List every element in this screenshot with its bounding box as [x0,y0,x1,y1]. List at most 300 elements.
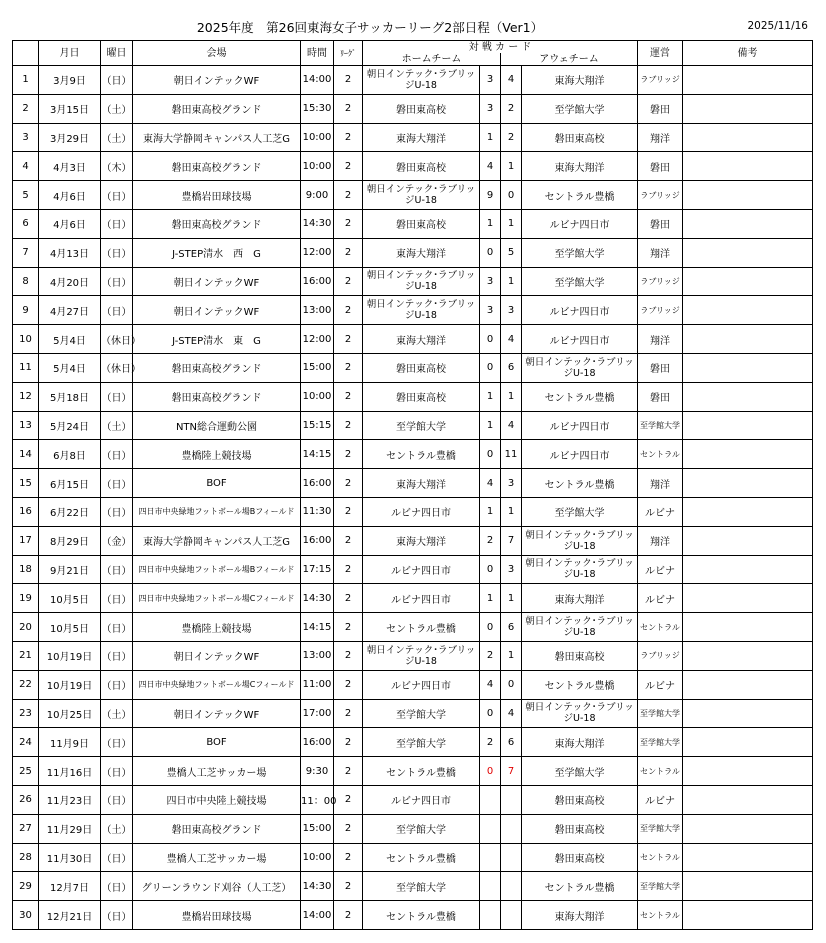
schedule-rows [13,66,813,930]
match-note [683,872,813,901]
match-organizer: ルビナ [638,584,683,613]
table-row [13,382,813,411]
match-league: 2 [334,66,363,95]
away-score: 3 [501,555,522,584]
table-row [13,843,813,872]
match-venue: BOF [133,469,301,498]
table-row [13,641,813,670]
home-score: 4 [480,469,501,498]
match-venue: J-STEP清水 西 G [133,238,301,267]
home-score: 1 [480,209,501,238]
match-league: 2 [334,613,363,642]
table-row [13,238,813,267]
match-number: 4 [13,152,39,181]
away-team: 磐田東高校 [522,814,638,843]
home-score: 4 [480,670,501,699]
home-team: ルビナ四日市 [363,497,480,526]
home-team: セントラル豊橋 [363,440,480,469]
match-dow: （日） [101,555,133,584]
home-score: 1 [480,382,501,411]
away-score: 1 [501,152,522,181]
match-note [683,497,813,526]
match-league: 2 [334,584,363,613]
col-card: 対 戦 カ ー ド [363,41,638,54]
match-dow: （土） [101,94,133,123]
match-dow: （土） [101,814,133,843]
match-organizer: 磐田 [638,94,683,123]
match-venue: 磐田東高校グランド [133,382,301,411]
away-team: ルビナ四日市 [522,296,638,325]
match-number: 7 [13,238,39,267]
match-number: 30 [13,901,39,930]
match-number: 2 [13,94,39,123]
match-venue: 四日市中央陸上競技場 [133,785,301,814]
away-team: 至学館大学 [522,267,638,296]
away-team: 至学館大学 [522,497,638,526]
match-time: 12:00 [301,325,334,354]
match-venue: 豊橋陸上競技場 [133,440,301,469]
home-team: 至学館大学 [363,814,480,843]
match-league: 2 [334,123,363,152]
match-note [683,123,813,152]
match-time: 12:00 [301,238,334,267]
match-venue: 磐田東高校グランド [133,94,301,123]
match-organizer: ルビナ [638,670,683,699]
match-venue: 朝日インテックWF [133,66,301,95]
match-league: 2 [334,238,363,267]
match-note [683,353,813,382]
away-team: セントラル豊橋 [522,872,638,901]
table-row [13,526,813,555]
away-score: 0 [501,670,522,699]
table-row [13,353,813,382]
match-time: 10:00 [301,123,334,152]
document-date: 2025/11/16 [747,20,808,32]
match-date: 6月22日 [39,497,101,526]
away-score: 4 [501,66,522,95]
match-league: 2 [334,411,363,440]
match-time: 15:15 [301,411,334,440]
match-date: 9月21日 [39,555,101,584]
col-no [13,41,39,66]
match-note [683,641,813,670]
match-date: 8月29日 [39,526,101,555]
match-organizer: ラブリッジ [638,267,683,296]
away-score: 1 [501,209,522,238]
match-venue: 豊橋陸上競技場 [133,613,301,642]
match-time: 15:00 [301,814,334,843]
match-time: 11:00 [301,670,334,699]
match-note [683,699,813,728]
away-score: 1 [501,497,522,526]
col-org: 運営 [638,41,683,66]
match-number: 25 [13,757,39,786]
table-row [13,123,813,152]
match-organizer: ラブリッジ [638,66,683,95]
match-number: 3 [13,123,39,152]
match-dow: （日） [101,843,133,872]
match-venue: 磐田東高校グランド [133,814,301,843]
match-league: 2 [334,497,363,526]
match-number: 19 [13,584,39,613]
match-venue: 四日市中央緑地フットボール場Cフィールド [133,584,301,613]
match-time: 14:30 [301,584,334,613]
match-league: 2 [334,785,363,814]
table-row [13,209,813,238]
match-number: 11 [13,353,39,382]
away-score [501,785,522,814]
match-dow: （日） [101,209,133,238]
match-note [683,814,813,843]
home-team: 朝日インテック･ラブリッジU-18 [363,181,480,210]
home-score [480,872,501,901]
away-score: 4 [501,325,522,354]
away-score: 5 [501,238,522,267]
away-team: ルビナ四日市 [522,325,638,354]
match-venue: 朝日インテックWF [133,267,301,296]
match-dow: （日） [101,728,133,757]
match-league: 2 [334,757,363,786]
match-time: 15:30 [301,94,334,123]
away-score [501,901,522,930]
table-row [13,757,813,786]
match-league: 2 [334,555,363,584]
match-venue: 東海大学静岡キャンパス人工芝G [133,526,301,555]
match-venue: 豊橋岩田球技場 [133,901,301,930]
match-venue: 朝日インテックWF [133,641,301,670]
match-date: 3月29日 [39,123,101,152]
home-team: 東海大翔洋 [363,123,480,152]
match-organizer: ルビナ [638,497,683,526]
away-score: 6 [501,613,522,642]
home-team: 東海大翔洋 [363,238,480,267]
table-row [13,440,813,469]
away-score: 1 [501,382,522,411]
away-team: 磐田東高校 [522,785,638,814]
match-number: 1 [13,66,39,95]
match-dow: （日） [101,757,133,786]
match-number: 28 [13,843,39,872]
home-score: 3 [480,296,501,325]
match-dow: （日） [101,181,133,210]
table-row [13,555,813,584]
home-team: ルビナ四日市 [363,555,480,584]
home-team: セントラル豊橋 [363,757,480,786]
match-date: 11月23日 [39,785,101,814]
col-time: 時間 [301,41,334,66]
home-score: 9 [480,181,501,210]
away-team: ルビナ四日市 [522,209,638,238]
match-note [683,209,813,238]
away-score: 0 [501,181,522,210]
home-score [480,843,501,872]
match-organizer: 翔洋 [638,469,683,498]
table-row [13,901,813,930]
table-row [13,94,813,123]
match-dow: （日） [101,267,133,296]
home-score: 4 [480,152,501,181]
match-number: 17 [13,526,39,555]
away-score: 4 [501,699,522,728]
away-score: 4 [501,411,522,440]
match-note [683,526,813,555]
match-time: 14:15 [301,440,334,469]
match-date: 3月9日 [39,66,101,95]
match-date: 3月15日 [39,94,101,123]
match-league: 2 [334,296,363,325]
match-dow: （日） [101,670,133,699]
away-team: 朝日インテック･ラブリッジU-18 [522,526,638,555]
match-time: 15:00 [301,353,334,382]
match-dow: （日） [101,901,133,930]
match-note [683,843,813,872]
schedule-table [12,40,813,930]
match-venue: 朝日インテックWF [133,699,301,728]
away-score: 3 [501,469,522,498]
match-dow: （日） [101,382,133,411]
away-team: セントラル豊橋 [522,181,638,210]
match-number: 12 [13,382,39,411]
match-dow: （土） [101,699,133,728]
away-team: 朝日インテック･ラブリッジU-18 [522,613,638,642]
home-team: 至学館大学 [363,411,480,440]
home-team: 至学館大学 [363,699,480,728]
match-time: 14:30 [301,209,334,238]
home-score: 2 [480,526,501,555]
away-score [501,814,522,843]
match-organizer: ルビナ [638,555,683,584]
match-venue: 東海大学静岡キャンパス人工芝G [133,123,301,152]
away-team: セントラル豊橋 [522,469,638,498]
match-time: 10:00 [301,152,334,181]
match-organizer: 至学館大学 [638,699,683,728]
home-team: 磐田東高校 [363,382,480,411]
match-number: 16 [13,497,39,526]
match-league: 2 [334,353,363,382]
away-score: 1 [501,267,522,296]
match-note [683,670,813,699]
match-dow: （日） [101,613,133,642]
match-number: 6 [13,209,39,238]
match-time: 17:15 [301,555,334,584]
col-note: 備考 [683,41,813,66]
match-league: 2 [334,181,363,210]
match-dow: （金） [101,526,133,555]
home-score: 2 [480,641,501,670]
match-time: 13:00 [301,641,334,670]
match-note [683,785,813,814]
away-team: 磐田東高校 [522,641,638,670]
match-note [683,613,813,642]
match-number: 24 [13,728,39,757]
match-date: 11月30日 [39,843,101,872]
home-score: 1 [480,584,501,613]
match-date: 12月21日 [39,901,101,930]
home-team: 磐田東高校 [363,94,480,123]
home-team: 磐田東高校 [363,353,480,382]
match-number: 13 [13,411,39,440]
match-number: 22 [13,670,39,699]
home-score: 0 [480,699,501,728]
match-organizer: セントラル [638,843,683,872]
match-date: 11月29日 [39,814,101,843]
match-venue: 四日市中央緑地フットボール場Bフィールド [133,497,301,526]
away-team: 朝日インテック･ラブリッジU-18 [522,555,638,584]
table-row [13,267,813,296]
table-row [13,469,813,498]
match-organizer: 至学館大学 [638,411,683,440]
match-note [683,411,813,440]
col-venue: 会場 [133,41,301,66]
match-note [683,296,813,325]
page-title: 2025年度 第26回東海女子サッカーリーグ2部日程（Ver1） [196,20,544,35]
match-date: 10月5日 [39,613,101,642]
away-score [501,843,522,872]
match-venue: 朝日インテックWF [133,296,301,325]
table-row [13,584,813,613]
match-time: 16:00 [301,267,334,296]
match-league: 2 [334,901,363,930]
away-team: 東海大翔洋 [522,152,638,181]
away-team: 東海大翔洋 [522,901,638,930]
match-date: 5月4日 [39,325,101,354]
match-league: 2 [334,94,363,123]
col-date: 月日 [39,41,101,66]
match-organizer: 翔洋 [638,526,683,555]
match-time: 10:00 [301,382,334,411]
match-organizer: 至学館大学 [638,814,683,843]
match-organizer: 至学館大学 [638,872,683,901]
away-score: 7 [501,757,522,786]
match-date: 4月27日 [39,296,101,325]
table-row [13,785,813,814]
match-note [683,267,813,296]
home-score: 0 [480,238,501,267]
home-team: 朝日インテック･ラブリッジU-18 [363,296,480,325]
match-date: 10月19日 [39,641,101,670]
match-league: 2 [334,440,363,469]
match-time: 11:30 [301,497,334,526]
match-number: 29 [13,872,39,901]
match-date: 12月7日 [39,872,101,901]
home-score: 3 [480,267,501,296]
match-venue: 豊橋人工芝サッカー場 [133,843,301,872]
match-note [683,555,813,584]
match-organizer: セントラル [638,440,683,469]
table-row [13,411,813,440]
match-league: 2 [334,469,363,498]
table-row [13,670,813,699]
away-team: 東海大翔洋 [522,584,638,613]
match-league: 2 [334,728,363,757]
match-date: 5月24日 [39,411,101,440]
away-team: ルビナ四日市 [522,440,638,469]
home-team: 朝日インテック･ラブリッジU-18 [363,267,480,296]
match-number: 9 [13,296,39,325]
match-dow: （日） [101,497,133,526]
match-dow: （木） [101,152,133,181]
match-league: 2 [334,382,363,411]
away-score [501,872,522,901]
match-dow: （日） [101,440,133,469]
match-dow: （休日） [101,325,133,354]
home-team: セントラル豊橋 [363,843,480,872]
away-team: 至学館大学 [522,238,638,267]
match-organizer: 翔洋 [638,123,683,152]
match-note [683,901,813,930]
home-team: 東海大翔洋 [363,469,480,498]
match-note [683,325,813,354]
match-organizer: ラブリッジ [638,181,683,210]
match-time: 9:30 [301,757,334,786]
home-team: ルビナ四日市 [363,584,480,613]
match-note [683,382,813,411]
match-league: 2 [334,670,363,699]
table-row [13,181,813,210]
home-team: 東海大翔洋 [363,526,480,555]
match-league: 2 [334,209,363,238]
home-score: 0 [480,325,501,354]
match-time: 14:15 [301,613,334,642]
match-note [683,757,813,786]
match-number: 14 [13,440,39,469]
match-dow: （日） [101,238,133,267]
match-venue: グリーンラウンド刈谷（人工芝） [133,872,301,901]
home-score: 3 [480,94,501,123]
away-team: 朝日インテック･ラブリッジU-18 [522,699,638,728]
away-score: 7 [501,526,522,555]
match-date: 4月3日 [39,152,101,181]
home-team: セントラル豊橋 [363,901,480,930]
home-score [480,785,501,814]
home-score: 0 [480,555,501,584]
home-score: 1 [480,411,501,440]
match-note [683,181,813,210]
table-row [13,613,813,642]
match-league: 2 [334,267,363,296]
match-note [683,469,813,498]
away-score: 6 [501,728,522,757]
match-date: 6月8日 [39,440,101,469]
match-dow: （日） [101,641,133,670]
match-league: 2 [334,641,363,670]
away-score: 2 [501,123,522,152]
match-time: 14:30 [301,872,334,901]
match-venue: 磐田東高校グランド [133,152,301,181]
match-note [683,152,813,181]
home-team: 至学館大学 [363,728,480,757]
match-time: 16:00 [301,526,334,555]
home-score: 0 [480,613,501,642]
away-team: 至学館大学 [522,94,638,123]
match-organizer: 翔洋 [638,325,683,354]
home-score: 3 [480,66,501,95]
match-venue: J-STEP清水 東 G [133,325,301,354]
table-row [13,325,813,354]
away-team: ルビナ四日市 [522,411,638,440]
match-number: 23 [13,699,39,728]
header-row-1 [13,41,813,54]
match-date: 5月4日 [39,353,101,382]
match-date: 4月13日 [39,238,101,267]
match-note [683,728,813,757]
away-score: 3 [501,296,522,325]
away-team: 東海大翔洋 [522,66,638,95]
away-team: セントラル豊橋 [522,670,638,699]
home-team: ルビナ四日市 [363,785,480,814]
col-home: ホームチーム [363,53,501,66]
match-organizer: ラブリッジ [638,296,683,325]
